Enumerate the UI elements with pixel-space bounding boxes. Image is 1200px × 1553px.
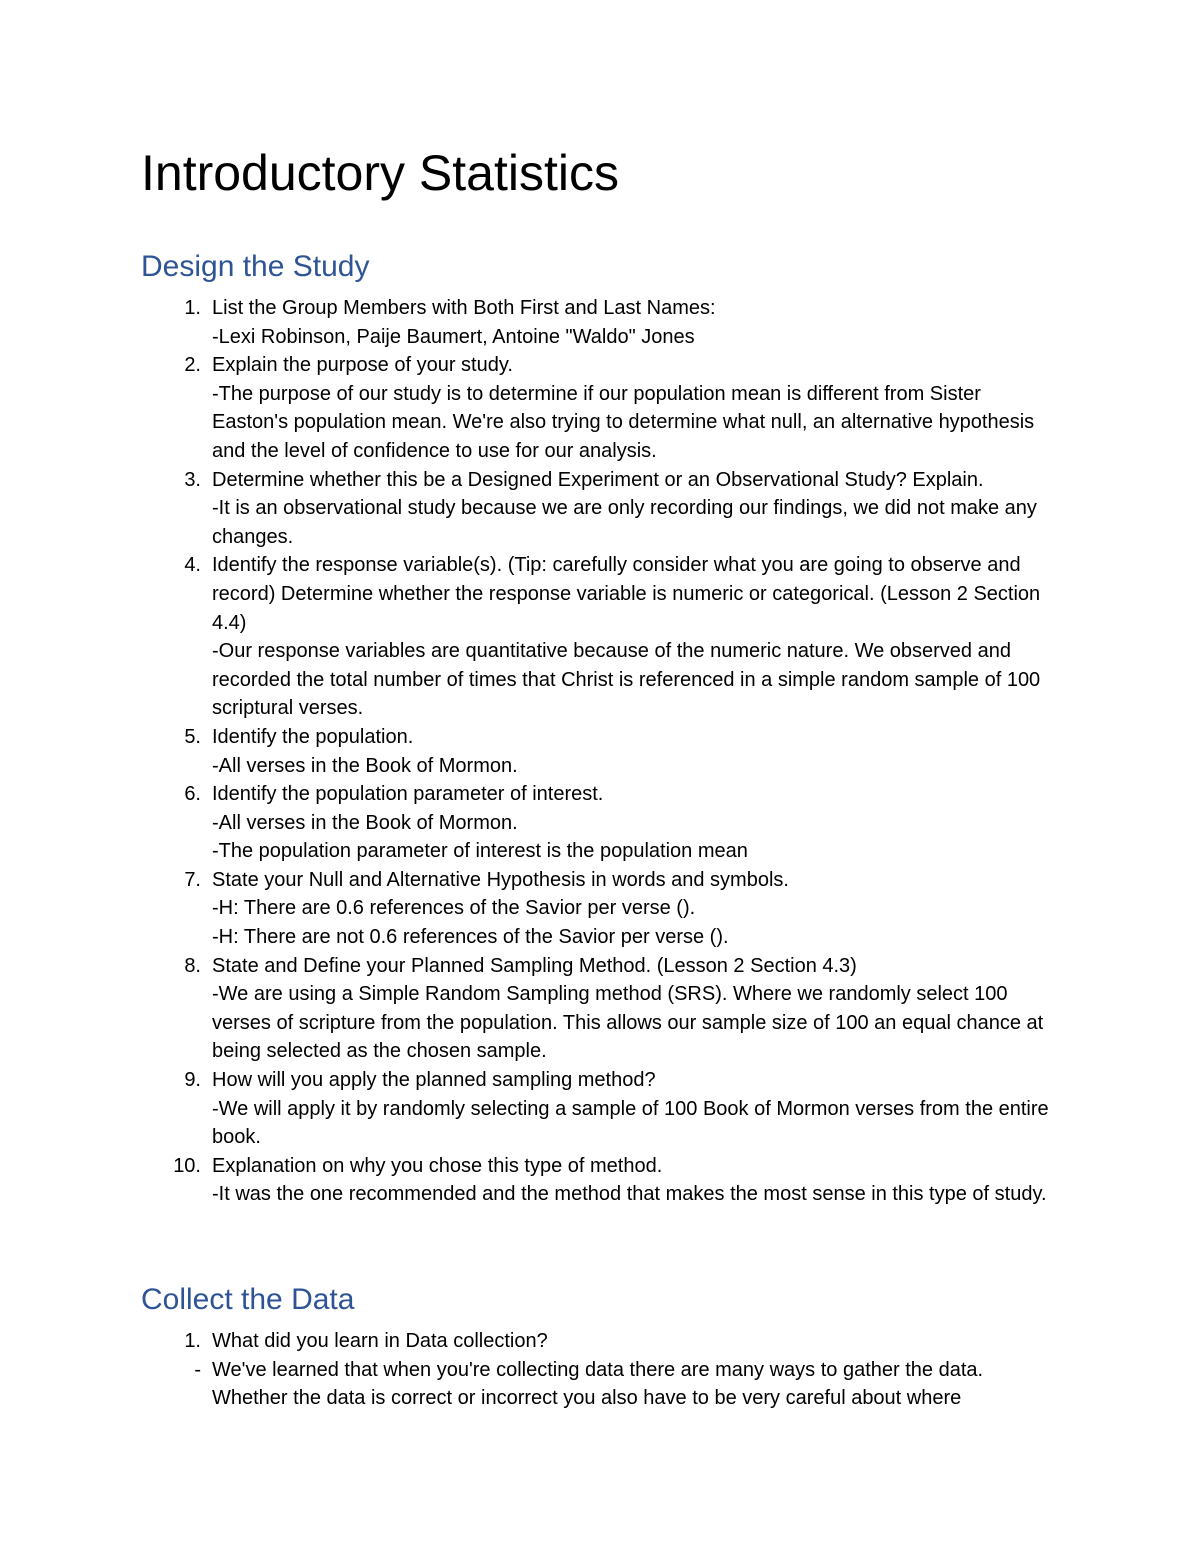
answer-text: -H: There are 0.6 references of the Savior per verse (). — [212, 897, 696, 920]
list-item — [141, 866, 1061, 952]
list-marker: 8. — [184, 954, 201, 977]
answer-text: We've learned that when you're collecting data there are many ways to gather the data. Whether the data is correct or incorrect you also have to be very careful about where — [212, 1358, 984, 1410]
answer-text: -The purpose of our study is to determine if our population mean is different from Sister Easton's population mean. We're also trying to determine what null, an alternative hypothesis and the level of confidence to use for our analysis. — [212, 382, 1035, 462]
list-item — [141, 551, 1061, 723]
question-text: List the Group Members with Both First and Last Names: — [212, 297, 716, 319]
collect-data-question-list — [141, 1327, 1061, 1413]
section-heading-design-the-study: Design the Study — [141, 250, 370, 283]
answer-text: -H: There are not 0.6 references of the Savior per verse (). — [212, 926, 729, 949]
list-marker: 1. — [184, 297, 201, 319]
answer-text: -Our response variables are quantitative because of the numeric nature. We observed and recorded the total number of times that Christ is referenced in a simple random sample of 100 scriptural verses. — [212, 640, 1041, 720]
answer-text: -Lexi Robinson, Paije Baumert, Antoine "Waldo" Jones — [212, 325, 695, 348]
list-item — [141, 1066, 1061, 1152]
answer-text: -We will apply it by randomly selecting a sample of 100 Book of Mormon verses from the entire book. — [212, 1097, 1049, 1149]
list-item — [141, 780, 1061, 866]
document-title: Introductory Statistics — [141, 145, 619, 201]
list-item — [141, 466, 1061, 552]
section-heading-collect-the-data: Collect the Data — [141, 1283, 355, 1316]
answer-text: -It was the one recommended and the method that makes the most sense in this type of study. — [212, 1183, 1047, 1206]
question-text: State and Define your Planned Sampling Method. (Lesson 2 Section 4.3) — [212, 954, 857, 977]
question-text: State your Null and Alternative Hypothesis in words and symbols. — [212, 868, 789, 891]
question-text: Explain the purpose of your study. — [212, 354, 513, 377]
question-text: Identify the population. — [212, 725, 414, 748]
list-marker: 2. — [184, 354, 201, 377]
answer-text: -All verses in the Book of Mormon. — [212, 811, 518, 834]
question-text: Identify the response variable(s). (Tip: carefully consider what you are going to observe and record) Determine whether the response variable is numeric or categorical. (Lesson 2 Section 4.4) — [212, 554, 1041, 634]
list-marker: 4. — [184, 554, 201, 577]
list-item — [141, 294, 1061, 351]
answer-text: -We are using a Simple Random Sampling method (SRS). Where we randomly select 100 verses of scripture from the population. This allows our sample size of 100 an equal chance at being selected as the chosen sample. — [212, 983, 1044, 1063]
answer-text: -The population parameter of interest is the population mean — [212, 840, 748, 863]
list-marker: 9. — [184, 1069, 201, 1092]
list-item — [141, 351, 1061, 465]
answer-text: -It is an observational study because we are only recording our findings, we did not make any changes. — [212, 497, 1037, 548]
list-marker: 1. — [184, 1330, 201, 1352]
list-item — [141, 1152, 1061, 1209]
list-item — [141, 723, 1061, 780]
list-marker: 3. — [184, 468, 201, 491]
list-marker: 6. — [184, 783, 201, 806]
list-marker: - — [194, 1358, 201, 1381]
list-marker: 10. — [173, 1154, 201, 1177]
question-text: How will you apply the planned sampling method? — [212, 1069, 656, 1092]
answer-text: -All verses in the Book of Mormon. — [212, 754, 518, 777]
design-study-question-list — [141, 294, 1061, 1209]
list-item — [141, 1327, 1061, 1356]
question-text: What did you learn in Data collection? — [212, 1330, 548, 1352]
list-item — [141, 1356, 1061, 1413]
question-text: Identify the population parameter of interest. — [212, 783, 604, 806]
question-text: Explanation on why you chose this type of method. — [212, 1154, 663, 1177]
list-marker: 5. — [184, 725, 201, 748]
question-text: Determine whether this be a Designed Experiment or an Observational Study? Explain. — [212, 468, 984, 491]
list-marker: 7. — [184, 868, 201, 891]
list-item — [141, 952, 1061, 1066]
